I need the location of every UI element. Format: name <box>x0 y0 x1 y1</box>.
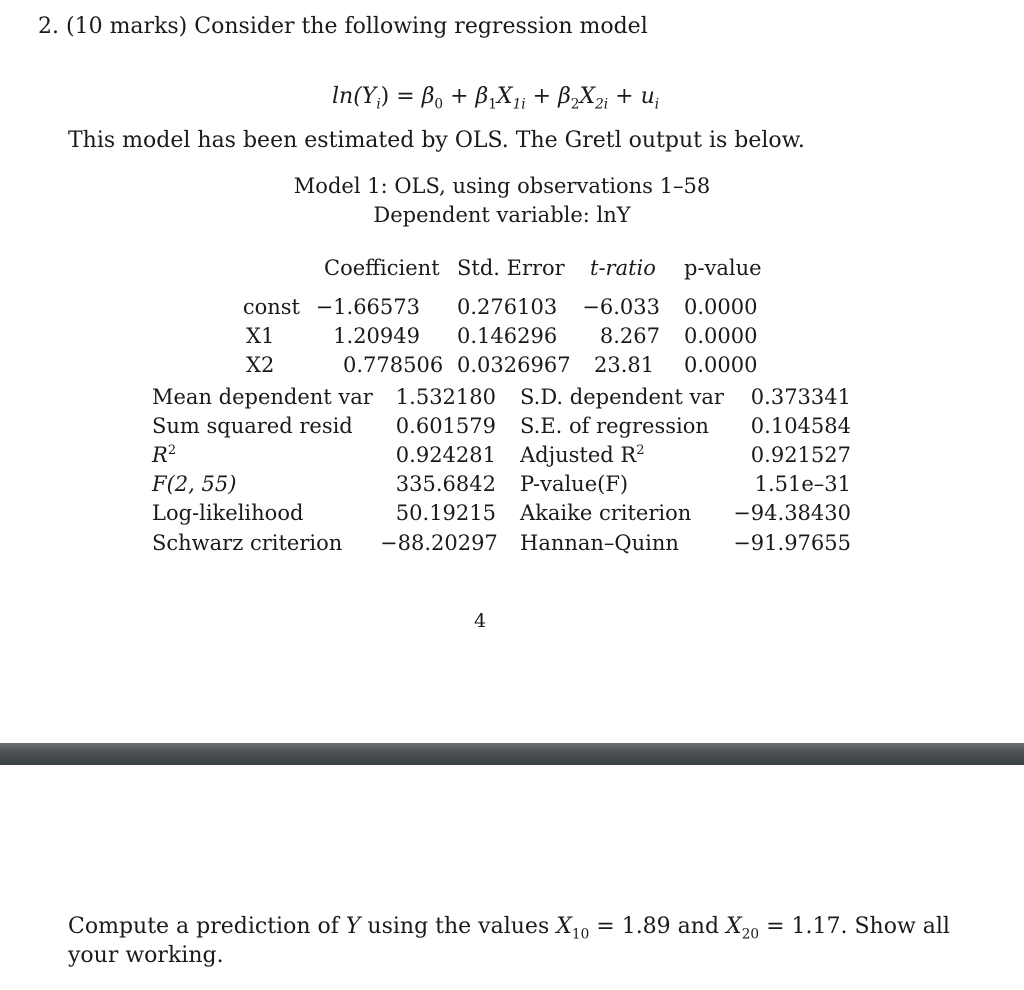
page-number: 4 <box>474 610 487 632</box>
regression-equation: $\ln(Y_i) = \beta_0 + \beta_1X_{1i} + \beta_2X_{2i} + u_i$ <box>332 84 660 113</box>
table-row-name: const <box>242 295 300 319</box>
stat-value: 335.6842 <box>395 472 496 496</box>
table-cell-se: 0.0326967 <box>457 353 571 377</box>
stat-value: 0.373341 <box>750 385 851 409</box>
table-row-name: X2 <box>246 353 275 377</box>
stat-label: Hannan–Quinn <box>520 531 679 555</box>
table-cell-coef: 0.778506 <box>343 353 444 377</box>
header-t-ratio: t-ratio <box>590 256 656 280</box>
stat-label: Sum squared resid <box>152 414 353 438</box>
stat-label: P-value(F) <box>520 472 629 496</box>
table-cell-p: 0.0000 <box>684 353 758 377</box>
header-p-value: p-value <box>684 256 762 280</box>
question-marks: (10 marks) <box>66 14 188 39</box>
stat-value: −88.20297 <box>380 531 498 555</box>
stat-value: 0.104584 <box>750 414 851 438</box>
header-std-error: Std. Error <box>457 256 565 280</box>
stat-label: F(2, 55) <box>152 472 237 496</box>
stat-value: −91.97655 <box>733 531 851 555</box>
stat-value: −94.38430 <box>733 501 851 525</box>
model-dependent-variable: Dependent variable: lnY <box>373 203 631 227</box>
stat-label: Mean dependent var <box>152 385 373 409</box>
stat-label: Schwarz criterion <box>152 531 343 555</box>
question-number: 2. <box>38 14 59 39</box>
stat-value: 1.532180 <box>395 385 496 409</box>
stat-label: Adjusted $R^2$ <box>520 443 645 467</box>
stat-value: 0.921527 <box>750 443 851 467</box>
table-cell-coef: −1.66573 <box>315 295 420 319</box>
stat-value: 0.924281 <box>395 443 496 467</box>
table-cell-coef: 1.20949 <box>333 324 420 348</box>
header-coefficient: Coefficient <box>324 256 440 280</box>
estimation-note: This model has been estimated by OLS. The Gretl output is below. <box>68 128 805 153</box>
question-header <box>38 14 648 39</box>
table-cell-t: 8.267 <box>599 324 660 348</box>
table-cell-se: 0.276103 <box>457 295 558 319</box>
stat-label: S.E. of regression <box>520 414 709 438</box>
stat-label: Log-likelihood <box>152 501 304 525</box>
stat-label: $R^2$ <box>152 443 177 467</box>
stat-value: 50.19215 <box>395 501 496 525</box>
task-line-2: your working. <box>68 943 224 968</box>
stat-value: 0.601579 <box>395 414 496 438</box>
table-cell-p: 0.0000 <box>684 295 758 319</box>
model-title: Model 1: OLS, using observations 1–58 <box>293 174 711 198</box>
question-intro: Consider the following regression model <box>194 14 648 39</box>
stat-label: S.D. dependent var <box>520 385 724 409</box>
stat-label: Akaike criterion <box>520 501 692 525</box>
table-cell-t: −6.033 <box>582 295 660 319</box>
stat-value: 1.51e–31 <box>754 472 851 496</box>
task-line-1: Compute a prediction of Y using the values $X_{10} = 1.89$ and $X_{20} = 1.17$. Show all <box>68 914 950 943</box>
table-row-name: X1 <box>246 324 275 348</box>
table-cell-se: 0.146296 <box>457 324 558 348</box>
page-divider <box>0 743 1024 765</box>
table-cell-t: 23.81 <box>594 353 655 377</box>
table-cell-p: 0.0000 <box>684 324 758 348</box>
